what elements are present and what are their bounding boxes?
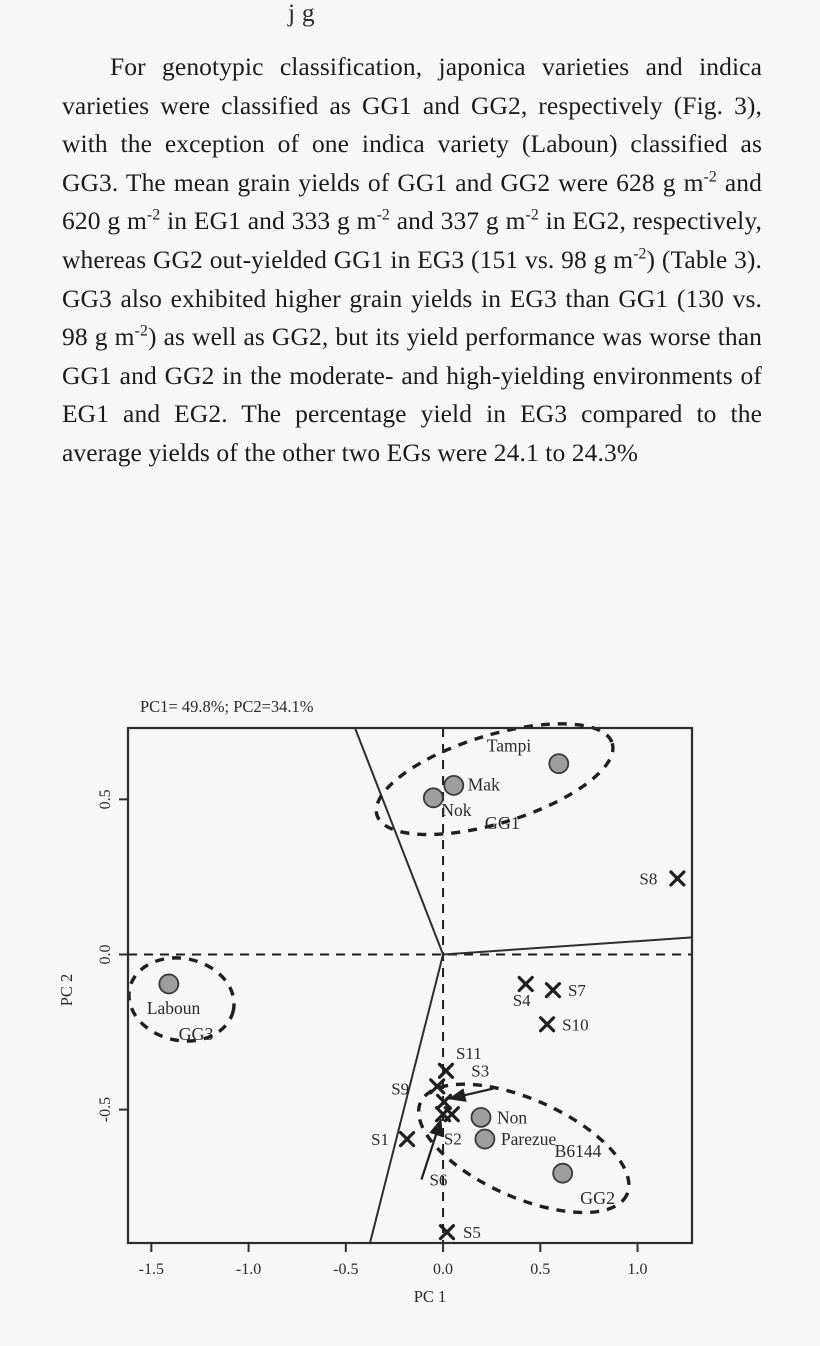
- point-label-s7: S7: [567, 981, 586, 1001]
- paragraph-seg-4: and 337 g m: [389, 206, 526, 236]
- chart-title: PC1= 49.8%; PC2=34.1%: [140, 697, 314, 716]
- cluster-label-gg3: GG3: [178, 1023, 214, 1044]
- x-tick-label-1: -1.0: [235, 1261, 262, 1278]
- x-tick-label-0: -1.5: [138, 1261, 165, 1278]
- genotype-point-laboun: [159, 974, 178, 993]
- point-label-parezue: Parezue: [500, 1129, 557, 1150]
- point-label-s10: S10: [562, 1015, 589, 1035]
- x-tick-label-4: 0.5: [530, 1261, 551, 1278]
- point-label-s11: S11: [455, 1043, 482, 1063]
- genotype-point-tampi: [549, 754, 568, 773]
- genotype-point-non: [471, 1108, 490, 1127]
- annotation-label-s6: S6: [429, 1170, 448, 1190]
- superscript-5: -2: [633, 245, 647, 263]
- point-label-s1: S1: [371, 1130, 390, 1150]
- cluster-label-gg1: GG1: [484, 812, 520, 833]
- paragraph-seg-3: in EG1 and 333 g m: [160, 206, 377, 236]
- genotype-point-parezue: [475, 1130, 494, 1149]
- paragraph-seg-1: For genotypic classification, japonica varieties and indica varieties were classified as GG1 and GG2, respectively (Fig. 3), with the exception of one indica variety (Laboun) classified as GG3. The mean grain yields of GG1 and GG2 were 628 g m: [62, 52, 762, 197]
- superscript-1: -2: [703, 168, 717, 186]
- y-axis-label: PC 2: [57, 973, 76, 1007]
- clipped-previous-line: [62, 0, 762, 48]
- point-label-s2: S2: [443, 1129, 462, 1149]
- point-label-laboun: Laboun: [146, 997, 201, 1018]
- paragraph-seg-2: and 620 g m: [62, 167, 762, 236]
- pca-biplot-figure: [0, 660, 820, 1346]
- point-label-s5: S5: [462, 1223, 481, 1243]
- y-tick-label-2: -0.5: [97, 1096, 114, 1123]
- paragraph-seg-5: in EG2, respectively, whereas GG2 out-yielded GG1 in EG3 (151 vs. 98 g m: [62, 206, 762, 274]
- genotype-point-nok: [424, 788, 443, 807]
- point-label-s8: S8: [639, 869, 658, 889]
- paragraph-seg-7: ) as well as GG2, but its yield performance was worse than GG1 and GG2 in the moderate- and high-yielding environments of EG1 and EG2. The percentage yield in EG3 compared to the average yields of the other two EGs were 24.1 to 24.3%: [62, 322, 763, 467]
- annotation-label-s3: S3: [471, 1061, 490, 1081]
- point-label-non: Non: [496, 1107, 528, 1128]
- genotype-point-mak: [444, 776, 463, 795]
- point-label-mak: Mak: [467, 774, 500, 795]
- x-axis: [139, 1243, 648, 1278]
- superscript-2: -2: [146, 206, 161, 224]
- superscript-6: -2: [134, 322, 148, 340]
- article-text-block: [62, 0, 763, 473]
- x-tick-label-2: -0.5: [333, 1261, 359, 1278]
- y-axis: [97, 789, 128, 1122]
- superscript-3: -2: [376, 206, 390, 224]
- genotype-point-b6144: [553, 1164, 572, 1183]
- point-label-s4: S4: [512, 990, 531, 1010]
- y-tick-label-1: 0.0: [97, 944, 114, 965]
- x-axis-label: PC 1: [413, 1287, 447, 1306]
- point-label-nok: Nok: [441, 799, 472, 820]
- paragraph-seg-6: ) (Table 3). GG3 also exhibited higher grain yields in EG3 than GG1 (130 vs. 98 g m: [62, 244, 762, 352]
- superscript-4: -2: [525, 206, 539, 224]
- x-tick-label-5: 1.0: [627, 1261, 648, 1278]
- point-label-tampi: Tampi: [486, 735, 532, 756]
- y-tick-label-0: 0.5: [97, 789, 114, 810]
- plot-panel-background: [128, 728, 692, 1243]
- body-paragraph: [62, 48, 762, 473]
- point-label-s9: S9: [391, 1079, 410, 1099]
- clipped-line-text: j g: [288, 0, 315, 27]
- x-tick-label-3: 0.0: [433, 1261, 454, 1278]
- pca-biplot-svg: [0, 660, 820, 1346]
- cluster-label-gg2: GG2: [580, 1188, 616, 1209]
- point-label-b6144: B6144: [554, 1141, 602, 1162]
